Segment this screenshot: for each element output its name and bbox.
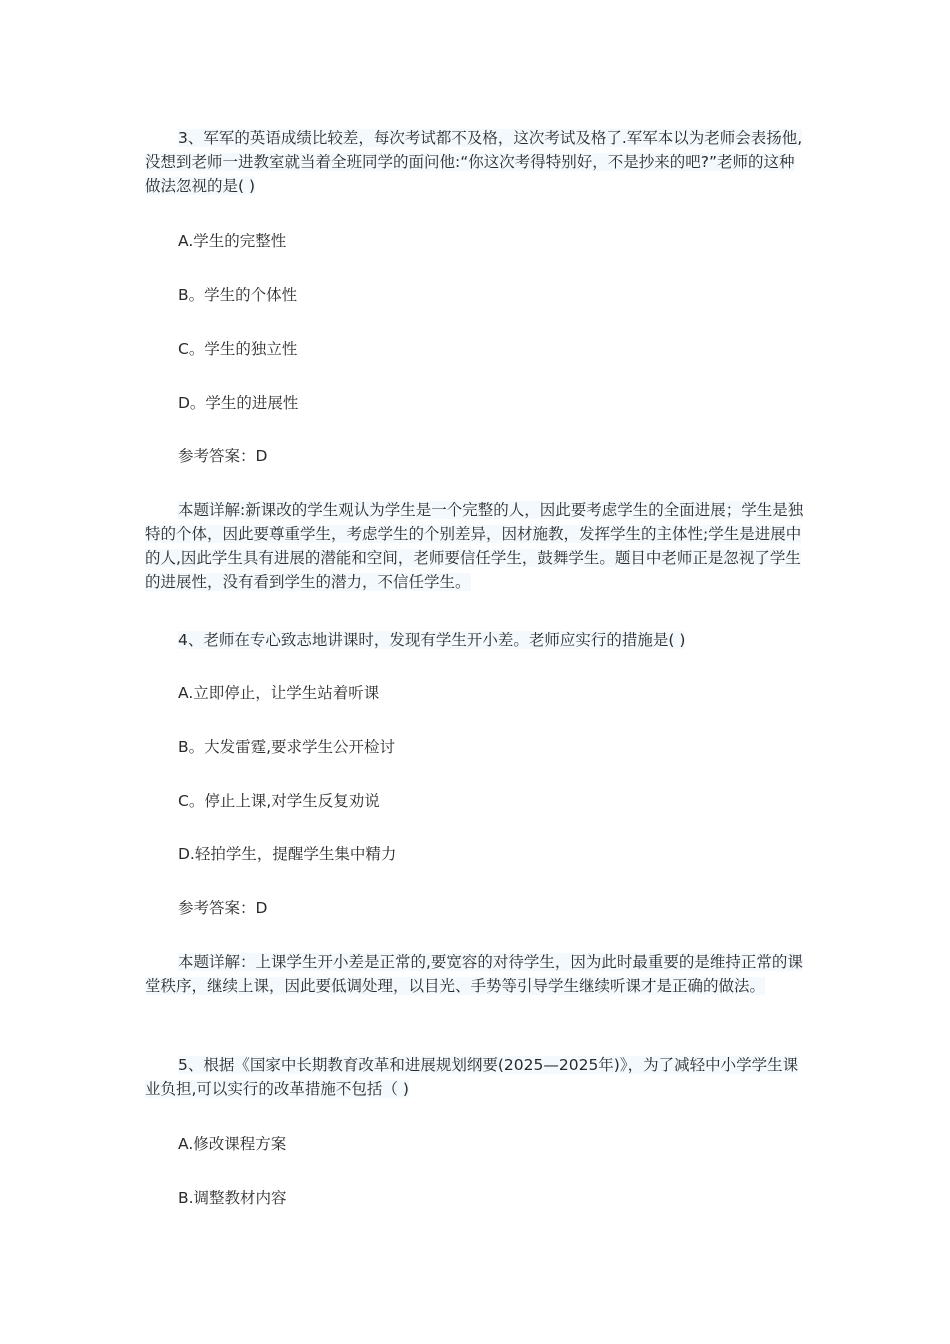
question-3-option-c: C。学生的独立性 <box>178 340 298 358</box>
question-5-stem: 5、根据《国家中长期教育改革和进展规划纲要(2025—2025年)》，为了减轻中小学学生课业负担,可以实行的改革措施不包括（ ) <box>145 1056 799 1098</box>
question-4-option-c: C。停止上课,对学生反复劝说 <box>178 792 380 810</box>
question-4-explanation: 本题详解：上课学生开小差是正常的,要宽容的对待学生，因为此时最重要的是维持正常的课堂秩序，继续上课，因此要低调处理，以目光、手势等引导学生继续听课才是正确的做法。 <box>145 953 803 995</box>
question-4-option-a: A.立即停止，让学生站着听课 <box>178 684 380 702</box>
question-3-option-d: D。学生的进展性 <box>178 394 299 412</box>
question-5-option-a: A.修改课程方案 <box>178 1135 287 1153</box>
question-3-answer: 参考答案：D <box>178 447 268 465</box>
question-5-option-b: B.调整教材内容 <box>178 1189 287 1207</box>
question-4-option-b: B。大发雷霆,要求学生公开检讨 <box>178 738 396 756</box>
question-4-option-d: D.轻拍学生，提醒学生集中精力 <box>178 845 397 863</box>
question-3-option-b: B。学生的个体性 <box>178 286 298 304</box>
question-3-option-a: A.学生的完整性 <box>178 232 287 250</box>
question-4-answer: 参考答案：D <box>178 899 268 917</box>
question-4-stem: 4、老师在专心致志地讲课时，发现有学生开小差。老师应实行的措施是( ) <box>178 631 686 649</box>
question-3-explanation: 本题详解:新课改的学生观认为学生是一个完整的人，因此要考虑学生的全面进展；学生是独特的个体，因此要尊重学生，考虑学生的个别差异，因材施教，发挥学生的主体性;学生是进展中的人,因此学生具有进展的潜能和空间，老师要信任学生，鼓舞学生。题目中老师正是忽视了学生的进展性，没有看到学生的潜力，不信任学生。 <box>145 501 804 591</box>
question-3-stem: 3、军军的英语成绩比较差，每次考试都不及格，这次考试及格了.军军本以为老师会表扬他,没想到老师一进教室就当着全班同学的面问他:“你这次考得特别好，不是抄来的吧?”老师的这种做法忽视的是( ) <box>145 129 803 195</box>
